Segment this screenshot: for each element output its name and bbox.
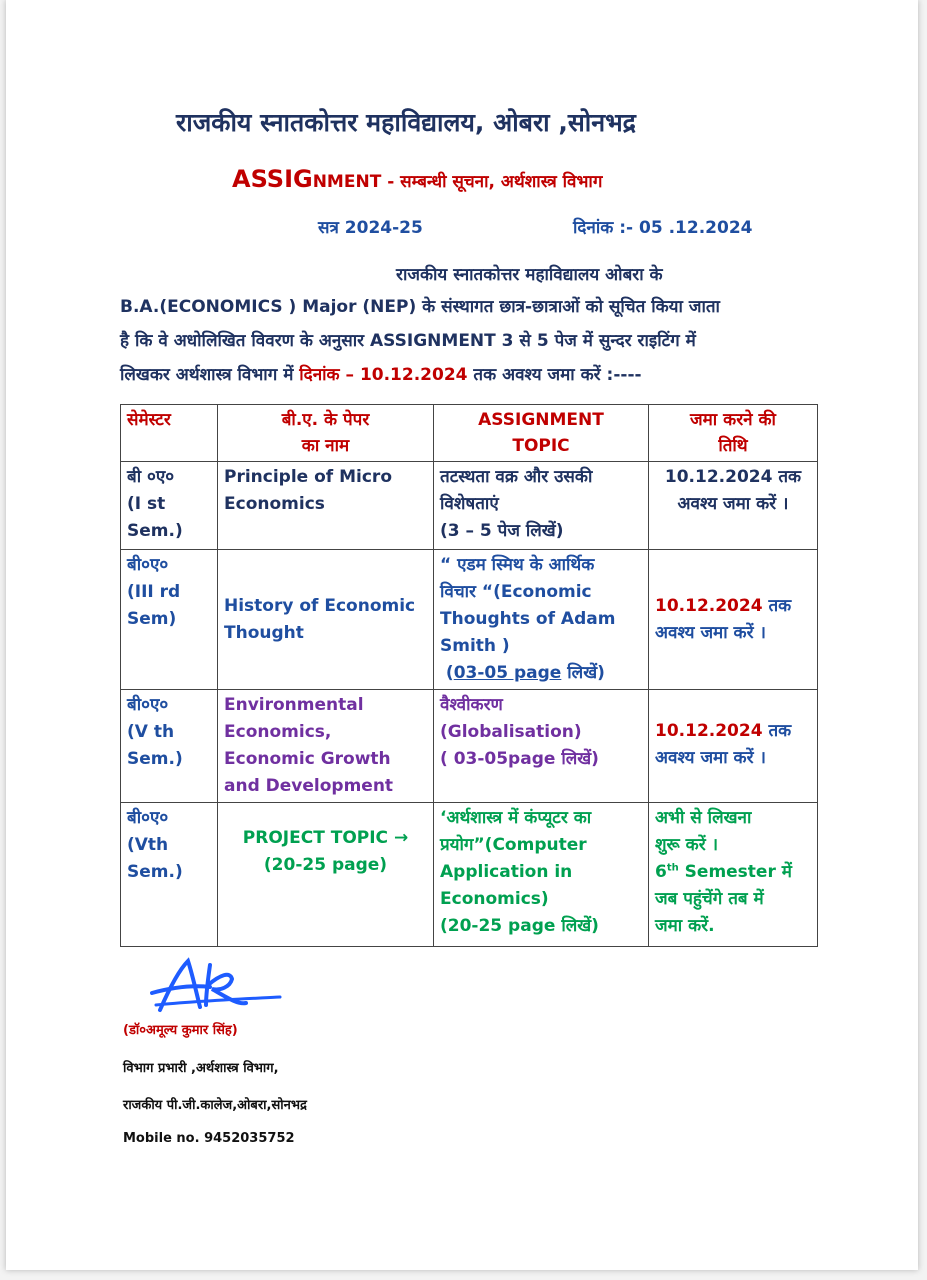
college-title: राजकीय स्नातकोत्तर महाविद्यालय, ओबरा ,सोनभद्र (176, 108, 636, 137)
table-row (121, 803, 818, 947)
paper-cell: History of Economic Thought (218, 550, 434, 690)
deadline-date: दिनांक – 10.12.2024 (299, 365, 468, 385)
header-date: जमा करने की तिथि (649, 405, 818, 462)
signatory-name: (डॉ०अमूल्य कुमार सिंह) (123, 1023, 238, 1038)
header-paper: बी.ए. के पेपर का नाम (218, 405, 434, 462)
topic-cell: ‘अर्थशास्त्र में कंप्यूटर का प्रयोग”(Computer Application in Economics) (20-25 page लिखें) (434, 803, 649, 947)
paper-cell: Principle of Micro Economics (218, 462, 434, 550)
date-cell: 10.12.2024 तक अवश्य जमा करें । (649, 462, 818, 550)
notice-subtitle (232, 165, 602, 193)
session-label: सत्र 2024-25 (318, 218, 423, 238)
header-topic: ASSIGNMENT TOPIC (434, 405, 649, 462)
semester-cell: बी०ए० (III rd Sem) (121, 550, 218, 690)
date-cell: 10.12.2024 तक अवश्य जमा करें । (649, 550, 818, 690)
date-cell: अभी से लिखना शुरू करें । 6th Semester में जब पहुंचेंगे तब में जमा करें. (649, 803, 818, 947)
intro-line-4 (120, 362, 642, 385)
document-page (6, 0, 918, 1270)
signatory-mobile: Mobile no. 9452035752 (123, 1131, 295, 1146)
semester-cell: बी०ए० (Vth Sem.) (121, 803, 218, 947)
subtitle-rest: NMENT - सम्बन्धी सूचना, अर्थशास्त्र विभाग (312, 172, 603, 192)
paper-cell: PROJECT TOPIC → (20-25 page) (218, 803, 434, 947)
signatory-college: राजकीय पी.जी.कालेज,ओबरा,सोनभद्र (123, 1098, 307, 1113)
intro-line-1: राजकीय स्नातकोत्तर महाविद्यालय ओबरा के (396, 265, 663, 285)
assignment-table (120, 404, 818, 947)
table-row (121, 550, 818, 690)
intro-line-4-c: तक अवश्य जमा करें :---- (467, 365, 642, 385)
table-header-row (121, 405, 818, 462)
intro-line-2: B.A.(ECONOMICS ) Major (NEP) के संस्थागत छात्र-छात्राओं को सूचित किया जाता (120, 297, 720, 317)
table-row (121, 462, 818, 550)
notice-date: दिनांक :- 05 .12.2024 (573, 218, 753, 238)
semester-cell: बी ०ए० (I st Sem.) (121, 462, 218, 550)
topic-cell: वैश्वीकरण (Globalisation) ( 03-05page लिखें) (434, 690, 649, 803)
topic-cell: तटस्थता वक्र और उसकी विशेषताएं (3 – 5 पेज लिखें) (434, 462, 649, 550)
intro-line-4-a: लिखकर अर्थशास्त्र विभाग में (120, 365, 300, 385)
signatory-designation: विभाग प्रभारी ,अर्थशास्त्र विभाग, (123, 1061, 279, 1076)
topic-cell: “ एडम स्मिथ के आर्थिक विचार “(Economic Thoughts of Adam Smith ) (03-05 page लिखें) (434, 550, 649, 690)
paper-cell: Environmental Economics, Economic Growth and Development (218, 690, 434, 803)
header-semester: सेमेस्टर (121, 405, 218, 462)
subtitle-lead: ASSIG (232, 165, 313, 193)
table-row (121, 690, 818, 803)
intro-line-3: है कि वे अधोलिखित विवरण के अनुसार ASSIGNMENT 3 से 5 पेज में सुन्दर राइटिंग में (120, 331, 696, 351)
signature-mark (146, 955, 286, 1017)
semester-cell: बी०ए० (V th Sem.) (121, 690, 218, 803)
date-cell: 10.12.2024 तक अवश्य जमा करें । (649, 690, 818, 803)
